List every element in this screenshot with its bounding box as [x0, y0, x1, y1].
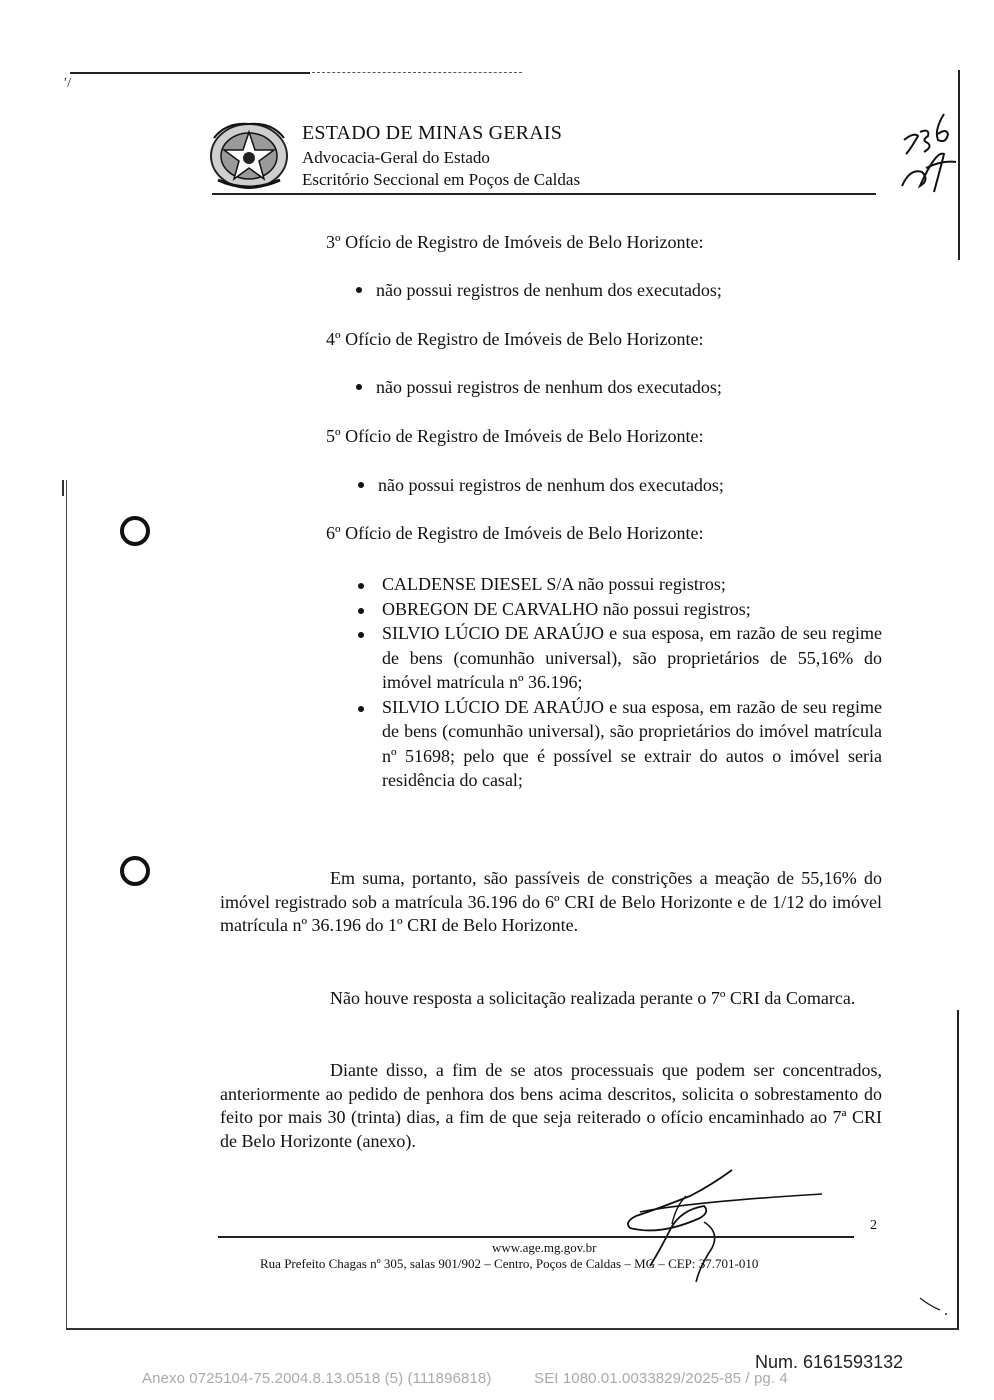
bullet-icon	[358, 608, 364, 614]
registry-heading-6: 6º Ofício de Registro de Imóveis de Belo Horizonte:	[326, 523, 704, 543]
header-subtitle: Advocacia-Geral do Estado	[302, 148, 490, 167]
left-tick-mark	[62, 480, 64, 496]
footer-rule	[218, 1236, 854, 1238]
registry-heading-4: 4º Ofício de Registro de Imóveis de Belo Horizonte:	[326, 329, 704, 349]
handwritten-page-number-icon	[896, 110, 966, 205]
list-item-text: OBREGON DE CARVALHO não possui registros;	[382, 598, 751, 619]
header-title: ESTADO DE MINAS GERAIS	[302, 122, 563, 144]
list-item-text: SILVIO LÚCIO DE ARAÚJO e sua esposa, em razão de seu regime de bens (comunhão universal), são proprietários do imóvel matrícula nº 51698; pelo que é possível se extrair do autos o imóvel seria residência do casal;	[382, 696, 882, 790]
registry-item-3-text: não possui registros de nenhum dos executados;	[376, 280, 722, 300]
bullet-icon	[358, 482, 364, 488]
footer-website-link[interactable]: www.age.mg.gov.br	[492, 1240, 597, 1255]
bullet-icon	[358, 583, 364, 589]
top-scan-dashes	[312, 72, 522, 73]
sixth-registry-list	[358, 572, 882, 793]
header-rule	[212, 193, 876, 195]
corner-mark-icon	[918, 1296, 948, 1321]
paragraph-request-text: Diante disso, a fim de se atos processuais que podem ser concentrados, anteriormente ao pedido de penhora dos bens acima descritos, solicita o sobrestamento do feito por mais 30 (trinta) dias, a fim de que seja reiterado o ofício encaminhado ao 7ª CRI de Belo Horizonte (anexo).	[220, 1060, 882, 1151]
paragraph-request	[220, 1059, 882, 1153]
bullet-icon	[356, 384, 362, 390]
bottom-frame-line	[66, 1328, 958, 1330]
annex-watermark: Anexo 0725104-75.2004.8.13.0518 (5) (111896818) SEI 1080.01.0033829/2025-85 / pg. 4	[142, 1370, 788, 1387]
list-item	[358, 695, 882, 793]
registry-heading-5: 5º Ofício de Registro de Imóveis de Belo Horizonte:	[326, 426, 704, 446]
punch-hole-icon	[120, 516, 150, 546]
registry-item-5	[358, 475, 724, 496]
paragraph-summary-text: Em suma, portanto, são passíveis de constrições a meação de 55,16% do imóvel registrado sob a matrícula 36.196 do 6º CRI de Belo Horizonte e de 1/12 do imóvel matrícula nº 36.196 do 1º CRI de Belo Horizonte.	[220, 868, 882, 935]
document-number: Num. 6161593132	[755, 1352, 904, 1372]
paragraph-no-response-text: Não houve resposta a solicitação realizada perante o 7º CRI da Comarca.	[330, 988, 856, 1008]
left-frame-line	[66, 480, 67, 1328]
registry-heading-3: 3º Ofício de Registro de Imóveis de Belo Horizonte:	[326, 232, 704, 252]
top-scan-line	[70, 72, 310, 74]
list-item	[358, 621, 882, 695]
header-office: Escritório Seccional em Poços de Caldas	[302, 170, 581, 189]
bullet-icon	[358, 632, 364, 638]
list-item	[358, 597, 882, 622]
list-item-text: CALDENSE DIESEL S/A não possui registros;	[382, 574, 726, 594]
list-item	[358, 572, 882, 597]
paragraph-no-response	[220, 987, 882, 1011]
scan-mark: ʹ/	[64, 76, 71, 91]
punch-hole-icon	[120, 856, 150, 886]
paragraph-summary	[220, 867, 882, 938]
registry-item-3	[356, 280, 722, 301]
footer-address: Rua Prefeito Chagas nº 305, salas 901/902 – Centro, Poços de Caldas – MG – CEP: 37.701-010	[260, 1256, 759, 1271]
registry-item-4	[356, 377, 722, 398]
registry-item-4-text: não possui registros de nenhum dos executados;	[376, 377, 722, 397]
registry-item-5-text: não possui registros de nenhum dos executados;	[378, 475, 724, 495]
right-frame-line-lower	[957, 1010, 959, 1330]
bullet-icon	[356, 287, 362, 293]
signature-icon	[600, 1166, 840, 1291]
footer-page-number: 2	[870, 1218, 877, 1233]
bullet-icon	[358, 706, 364, 712]
list-item-text: SILVIO LÚCIO DE ARAÚJO e sua esposa, em razão de seu regime de bens (comunhão universal), são proprietários de 55,16% do imóvel matrícula nº 36.196;	[382, 623, 882, 692]
coat-of-arms-icon	[206, 118, 292, 195]
